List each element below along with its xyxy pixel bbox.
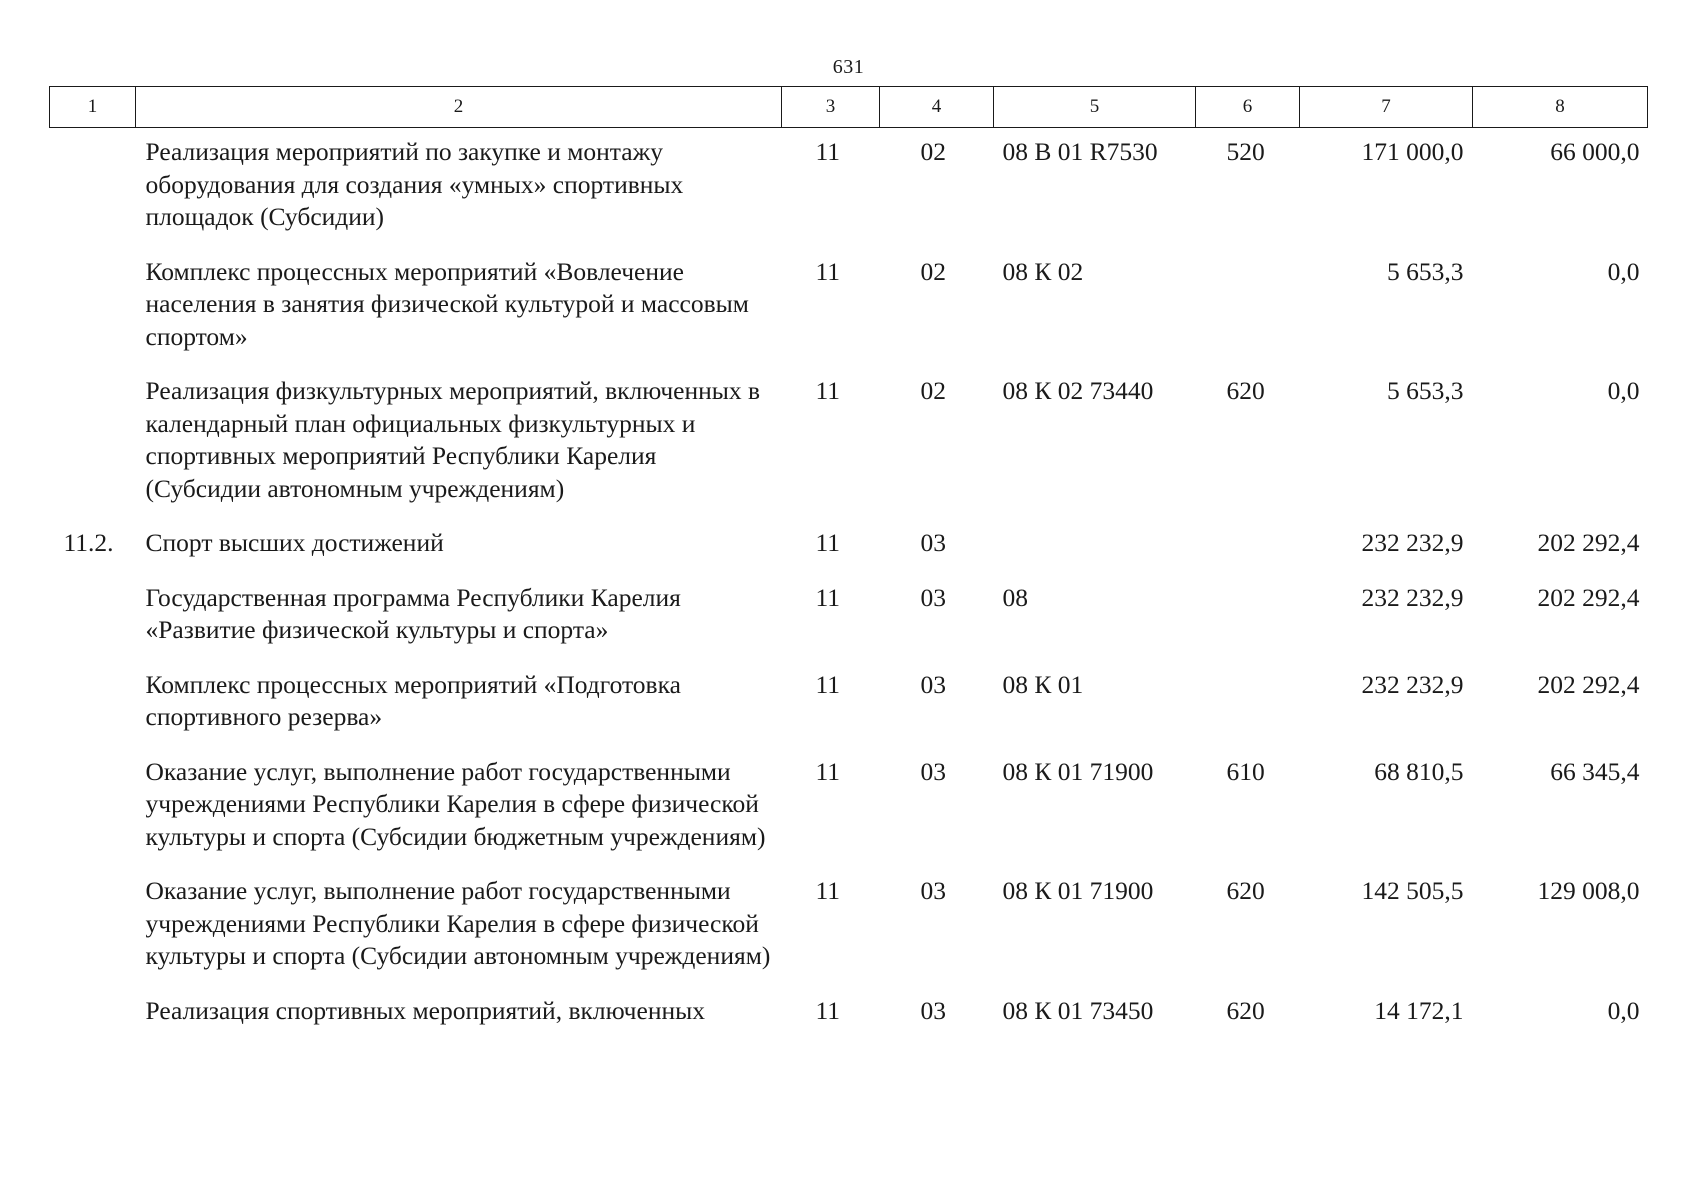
row-section: 11 bbox=[815, 995, 841, 1025]
header-row bbox=[50, 87, 1648, 128]
table-row bbox=[50, 574, 1648, 661]
row-expense-type bbox=[1196, 574, 1300, 661]
row-sum-2: 66 345,4 bbox=[1550, 756, 1640, 786]
row-expense-type: 610 bbox=[1226, 756, 1265, 786]
row-expense-type bbox=[1196, 661, 1300, 748]
row-name: Комплекс процессных мероприятий «Подготовка спортивного резерва» bbox=[145, 669, 681, 731]
header-cell-6: 6 bbox=[1196, 87, 1300, 128]
table-row bbox=[50, 519, 1648, 574]
row-number bbox=[50, 248, 136, 368]
row-name: Реализация физкультурных мероприятий, включенных в календарный план официальных физкультурных и спортивных мероприятий Республики Карелия (Субсидии автономным учреждениям) bbox=[145, 376, 761, 503]
row-number bbox=[50, 574, 136, 661]
row-sum-1: 232 232,9 bbox=[1361, 582, 1464, 612]
table-row bbox=[50, 128, 1648, 248]
row-sum-2: 0,0 bbox=[1607, 256, 1640, 286]
header-cell-1: 1 bbox=[50, 87, 136, 128]
row-section: 11 bbox=[815, 256, 841, 286]
row-target-article: 08 К 01 71900 bbox=[1002, 876, 1154, 905]
table-row bbox=[50, 987, 1648, 1028]
row-target-article: 08 bbox=[1002, 582, 1028, 612]
row-target-article: 08 К 01 bbox=[1002, 669, 1084, 699]
row-sum-2: 0,0 bbox=[1607, 995, 1640, 1025]
row-subsection: 02 bbox=[920, 376, 946, 405]
row-target-article: 08 К 02 73440 bbox=[1002, 376, 1154, 405]
row-number bbox=[50, 987, 136, 1028]
row-section: 11 bbox=[815, 137, 841, 166]
row-sum-1: 68 810,5 bbox=[1374, 756, 1464, 786]
row-subsection: 02 bbox=[920, 256, 946, 286]
table-body bbox=[50, 128, 1648, 1028]
row-expense-type: 620 bbox=[1226, 995, 1265, 1025]
row-sum-1: 14 172,1 bbox=[1374, 995, 1464, 1025]
row-section: 11 bbox=[815, 528, 841, 557]
table-row bbox=[50, 248, 1648, 368]
row-sum-2: 0,0 bbox=[1607, 376, 1640, 405]
table-row bbox=[50, 867, 1648, 987]
row-sum-1: 232 232,9 bbox=[1361, 528, 1464, 557]
row-sum-2: 66 000,0 bbox=[1550, 137, 1640, 166]
row-name: Спорт высших достижений bbox=[145, 528, 444, 557]
row-number: 11.2. bbox=[63, 528, 114, 557]
row-section: 11 bbox=[815, 376, 841, 405]
row-number bbox=[50, 128, 136, 248]
row-sum-2: 129 008,0 bbox=[1537, 876, 1640, 905]
row-subsection: 03 bbox=[920, 995, 946, 1025]
row-target-article: 08 B 01 R7530 bbox=[1002, 137, 1158, 166]
row-number bbox=[50, 867, 136, 987]
row-expense-type: 620 bbox=[1226, 876, 1265, 905]
header-cell-8: 8 bbox=[1473, 87, 1648, 128]
row-name: Оказание услуг, выполнение работ государственными учреждениями Республики Карелия в сфере физической культуры и спорта (Субсидии бюджетным учреждениям) bbox=[145, 756, 766, 851]
header-cell-2: 2 bbox=[136, 87, 782, 128]
row-target-article bbox=[994, 519, 1196, 574]
table-row bbox=[50, 748, 1648, 868]
row-expense-type bbox=[1196, 519, 1300, 574]
row-section: 11 bbox=[815, 876, 841, 905]
row-sum-2: 202 292,4 bbox=[1537, 528, 1640, 557]
row-subsection: 02 bbox=[920, 137, 946, 166]
page-number: 631 bbox=[832, 56, 865, 78]
row-name: Реализация мероприятий по закупке и монтажу оборудования для создания «умных» спортивных площадок (Субсидии) bbox=[145, 137, 684, 231]
header-cell-7: 7 bbox=[1300, 87, 1473, 128]
row-name: Комплекс процессных мероприятий «Вовлечение населения в занятия физической культурой и массовым спортом» bbox=[145, 256, 749, 351]
row-target-article: 08 К 01 73450 bbox=[1002, 995, 1154, 1025]
row-expense-type: 620 bbox=[1226, 376, 1265, 405]
header-cell-5: 5 bbox=[994, 87, 1196, 128]
row-sum-1: 142 505,5 bbox=[1361, 876, 1464, 905]
row-subsection: 03 bbox=[920, 876, 946, 905]
table-row bbox=[50, 661, 1648, 748]
row-section: 11 bbox=[815, 669, 841, 699]
table-row bbox=[50, 367, 1648, 519]
row-sum-1: 232 232,9 bbox=[1361, 669, 1464, 699]
row-number bbox=[50, 661, 136, 748]
row-number bbox=[50, 748, 136, 868]
budget-table bbox=[49, 86, 1648, 1027]
row-number bbox=[50, 367, 136, 519]
row-sum-1: 5 653,3 bbox=[1387, 256, 1464, 286]
row-name: Государственная программа Республики Карелия «Развитие физической культуры и спорта» bbox=[145, 582, 681, 644]
row-sum-1: 5 653,3 bbox=[1387, 376, 1464, 405]
row-target-article: 08 К 02 bbox=[1002, 256, 1084, 286]
row-sum-1: 171 000,0 bbox=[1361, 137, 1464, 166]
row-expense-type bbox=[1196, 248, 1300, 368]
row-sum-2: 202 292,4 bbox=[1537, 669, 1640, 699]
row-expense-type: 520 bbox=[1226, 137, 1265, 166]
row-name: Реализация спортивных мероприятий, включенных bbox=[145, 995, 706, 1025]
row-subsection: 03 bbox=[920, 756, 946, 786]
row-section: 11 bbox=[815, 582, 841, 612]
row-section: 11 bbox=[815, 756, 841, 786]
table-header bbox=[50, 87, 1648, 128]
row-name: Оказание услуг, выполнение работ государственными учреждениями Республики Карелия в сфере физической культуры и спорта (Субсидии автономным учреждениям) bbox=[145, 876, 771, 970]
header-cell-4: 4 bbox=[880, 87, 994, 128]
header-cell-3: 3 bbox=[782, 87, 880, 128]
row-subsection: 03 bbox=[920, 582, 946, 612]
row-sum-2: 202 292,4 bbox=[1537, 582, 1640, 612]
row-subsection: 03 bbox=[920, 528, 946, 557]
row-subsection: 03 bbox=[920, 669, 946, 699]
row-target-article: 08 К 01 71900 bbox=[1002, 756, 1154, 786]
